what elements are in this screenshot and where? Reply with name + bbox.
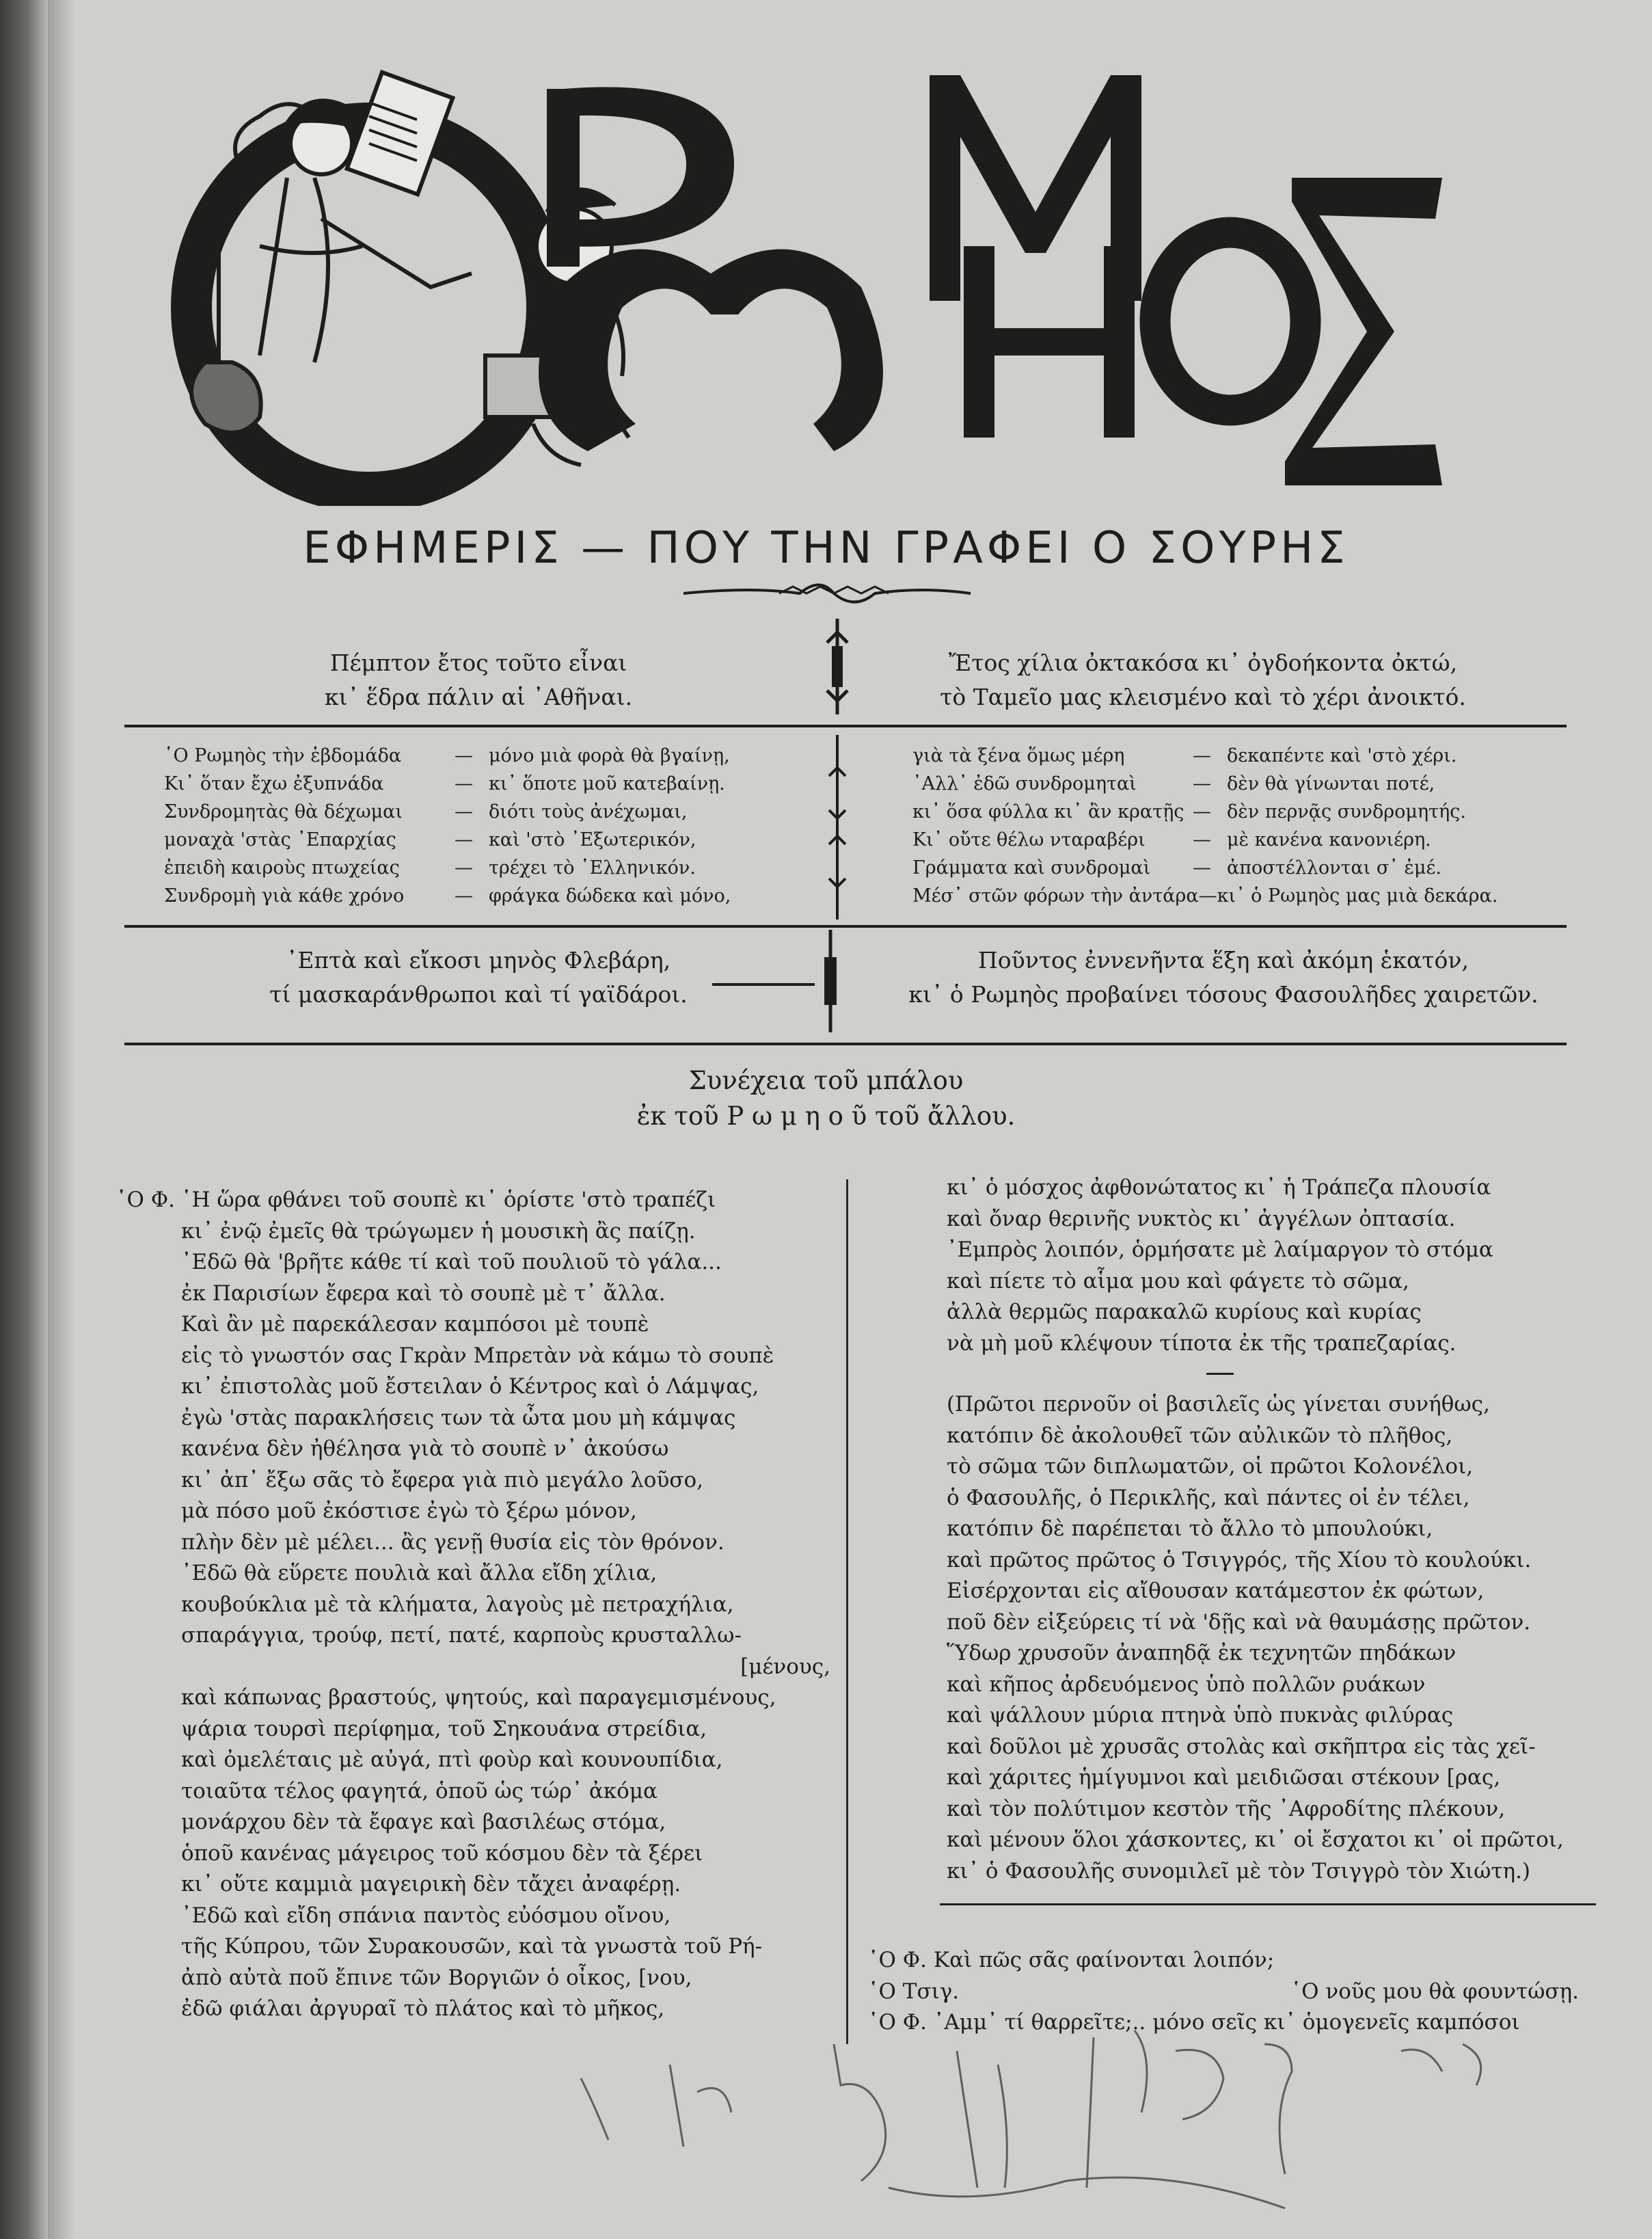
right-column: [947, 1172, 1589, 1918]
sub-cell: Συνδρομητὰς θὰ δέχωμαι: [164, 801, 403, 822]
verse-line: καὶ ὄναρ θερινῆς νυκτὸς κι᾿ ἀγγέλων ὀπτασία.: [947, 1206, 1456, 1231]
verse-line: Καὶ ἂν μὲ παρεκάλεσαν καμπόσοι μὲ τουπὲ: [181, 1312, 649, 1337]
verse-line: κι᾿ ἐνῷ ἐμεῖς θὰ τρώγωμεν ἡ μουσικὴ ἂς παίζῃ.: [181, 1218, 696, 1244]
dialogue-line: ῾Ο Τσιγ. ῾Ο νοῦς μου θὰ φουντώσῃ.: [868, 1979, 1579, 2004]
sub-cell: μόνο μιὰ φορὰ θὰ βγαίνῃ,: [489, 745, 730, 766]
date-line: ᾿Επτὰ καὶ εἴκοσι μηνὸς Φλεβάρη,: [286, 947, 671, 974]
info-year-right: [895, 646, 1511, 714]
info-line: τὸ Ταμεῖο μας κλεισμένο καὶ τὸ χέρι ἀνοικτό.: [940, 684, 1466, 710]
verse-line: τὸ σῶμα τῶν διπλωματῶν, οἱ πρῶτοι Κολονέλοι,: [947, 1454, 1474, 1479]
ornament-date: [711, 930, 848, 1032]
speaker-label: ῾Ο Φ.: [868, 2010, 927, 2035]
ornament-swash: [677, 580, 977, 607]
section-break: [947, 1887, 1589, 1918]
sub-cell: ᾿Αλλ᾿ ἐδῶ συνδρομηταὶ: [912, 773, 1137, 794]
speaker-label: ῾Ο Φ.: [868, 1948, 927, 1972]
verse-line: νὰ μὴ μοῦ κλέψουν τίποτα ἐκ τῆς τραπεζαρίας.: [947, 1330, 1457, 1356]
sub-cell: κι᾿ ὅποτε μοῦ κατεβαίνῃ.: [489, 773, 725, 794]
verse-line: Ὕδωρ χρυσοῦν ἀναπηδᾷ ἐκ τεχνητῶν πηδάκων: [947, 1641, 1457, 1665]
verse-line: μὰ πόσο μοῦ ἐκόστισε ἐγὼ τὸ ξέρω μόνον,: [181, 1499, 637, 1523]
info-line: Πέμπτον ἔτος τοῦτο εἶναι: [329, 649, 627, 676]
verse-line: ἀπὸ αὐτὰ ποῦ ἔπινε τῶν Βοργιῶν ὁ οἶκος, [νου,: [181, 1965, 692, 1990]
ornament-vertical-2: [824, 735, 851, 920]
sub-cell: δὲν περνᾷς συνδρομητής.: [1227, 801, 1466, 822]
dialogue-line: ῾Ο Φ. Καὶ πῶς σᾶς φαίνονται λοιπόν;: [868, 1948, 1275, 1972]
verse-line: καὶ ὀμελέταις μὲ αὐγά, πτὶ φοὺρ καὶ κουνουπίδια,: [181, 1747, 723, 1772]
verse-line: καὶ χάριτες ἡμίγυμνοι καὶ μειδιῶσαι στέκουν [ρας,: [947, 1765, 1501, 1790]
sub-cell: ἀποστέλλονται σ᾿ ἐμέ.: [1227, 857, 1441, 879]
verse-line: εἰς τὸ γνωστόν σας Γκρὰν Μπρετὰν νὰ κάμω τὸ σουπὲ: [181, 1343, 774, 1368]
sub-cell: Μέσ᾿ στῶν φόρων τὴν ἀντάρα—κι᾿ ὁ Ρωμηὸς μας μιὰ δεκάρα.: [912, 885, 1498, 907]
verse-line: ἐγὼ 'στὰς παρακλήσεις των τὰ ὦτα μου μὴ κάμψας: [181, 1405, 736, 1430]
verse-line: ὁποῦ κανένας μάγειρος τοῦ κόσμου δὲν τὰ ξέρει: [181, 1840, 703, 1866]
verse-line: κι᾿ ὁ μόσχος ἀφθονώτατος κι᾿ ἡ Τράπεζα πλουσία: [947, 1175, 1491, 1200]
verse-line: ῾Ο Φ. ῾Η ὥρα φθάνει τοῦ σουπὲ κι᾿ ὁρίστε 'στὸ τραπέζι: [181, 1185, 830, 1216]
verse-line: ᾿Εδῶ καὶ εἴδη σπάνια παντὸς εὐόσμου οἴνου,: [181, 1903, 671, 1928]
verse-line: Εἰσέρχονται εἰς αἴθουσαν κατάμεστον ἐκ φώτων,: [947, 1579, 1485, 1603]
sub-cell: δεκαπέντε καὶ 'στὸ χέρι.: [1227, 745, 1457, 766]
verse-line: τῆς Κύπρου, τῶν Συρακουσῶν, καὶ τὰ γνωστὰ τοῦ Ρή-: [181, 1934, 763, 1959]
info-line: κι᾿ ἕδρα πάλιν αἱ ᾿Αθῆναι.: [324, 684, 633, 710]
verse-line: κουβούκλια μὲ τὰ κλήματα, λαγοὺς μὲ πετραχήλια,: [181, 1592, 734, 1617]
sub-cell: μοναχὰ 'στὰς ᾿Επαρχίας: [164, 829, 396, 850]
dialogue-line: ῾Ο Φ. ᾿Αμμ᾿ τί θαρρεῖτε;.. μόνο σεῖς κι᾿ ὁμογενεῖς καμπόσοι: [868, 2010, 1520, 2035]
date-right: [882, 943, 1565, 1012]
column-divider: [846, 1179, 848, 2044]
article-title-line: Συνέχεια τοῦ μπάλου: [688, 1066, 964, 1095]
info-line: Ἔτος χίλια ὀκτακόσα κι᾿ ὀγδοήκοντα ὀκτώ,: [948, 649, 1458, 676]
sub-cell: Κι᾿ ὅταν ἔχω ἐξυπνάδα: [164, 773, 384, 794]
verse-line: καὶ πίετε τὸ αἷμα μου καὶ φάγετε τὸ σῶμα,: [947, 1268, 1409, 1293]
sub-cell: Συνδρομὴ γιὰ κάθε χρόνο: [164, 885, 405, 907]
verse-line: (Πρῶτοι περνοῦν οἱ βασιλεῖς ὡς γίνεται συνήθως,: [947, 1392, 1490, 1417]
verse-line: καὶ ψάλλουν μύρια πτηνὰ ὑπὸ πυκνὰς φιλύρας: [947, 1703, 1454, 1728]
verse-line: κανένα δὲν ἠθέλησα γιὰ τὸ σουπὲ ν᾿ ἀκούσω: [181, 1436, 669, 1461]
sub-cell: φράγκα δώδεκα καὶ μόνο,: [489, 885, 731, 907]
verse-line: καὶ μένουν ὅλοι χάσκοντες, κι᾿ οἱ ἔσχατοι κι᾿ οἱ πρῶτοι,: [947, 1827, 1564, 1852]
letter-omicron: [1155, 232, 1305, 410]
verse-line: κι᾿ ἀπ᾿ ἔξω σᾶς τὸ ἔφερα γιὰ πιὸ μεγάλο λοῦσο,: [181, 1467, 703, 1492]
verse-line: κατόπιν δὲ ἀκολουθεῖ τῶν αὐλικῶν τὸ πλῆθος,: [947, 1423, 1453, 1448]
masthead: [164, 41, 1531, 506]
verse-line: ᾿Εμπρὸς λοιπόν, ὁρμήσατε μὲ λαίμαργον τὸ στόμα: [947, 1237, 1493, 1262]
letter-rho: [547, 87, 734, 267]
sub-cell: καὶ 'στὸ ᾿Εξωτερικόν,: [489, 829, 696, 850]
date-line: τί μασκαράνθρωποι καὶ τί γαϊδάροι.: [269, 981, 688, 1008]
date-line: κι᾿ ὁ Ρωμηὸς προβαίνει τόσους Φασουλῆδες χαιρετῶν.: [908, 981, 1539, 1008]
article-title: [0, 1063, 1652, 1134]
subscription-left: ῾Ο Ρωμηὸς τὴν ἑβδομάδα — μόνο μιὰ φορὰ θὰ βγαίνῃ, Κι᾿ ὅταν ἔχω ἐξυπνάδα — κι᾿ ὅποτε μοῦ κατεβαίνῃ. Συνδρομητὰς θὰ δέχωμαι — διότι τοὺς ἀνέχωμαι, μοναχὰ 'στὰς ᾿Επαρχίας — καὶ 'στὸ ᾿Εξωτερικόν, ἐπειδὴ καιροὺς πτωχείας — τρέχει τὸ ῾Ελληνικόν. Συνδρομὴ γιὰ κάθε χρόνο — φράγκα δώδεκα καὶ μόνο,: [164, 742, 779, 913]
date-line: Ποῦντος ἐννενῆντα ἕξη καὶ ἀκόμη ἑκατόν,: [978, 947, 1469, 974]
verse-line: κι᾿ ὁ Φασουλῆς συνομιλεῖ μὲ τὸν Τσιγγρὸ τὸν Χιώτη.): [947, 1858, 1531, 1883]
letter-omega: [539, 249, 883, 451]
handwritten-scrawl: [410, 2024, 1572, 2229]
verse-line: ὁ Φασουλῆς, ὁ Περικλῆς, καὶ πάντες οἱ ἐν τέλει,: [947, 1485, 1470, 1510]
verse-line: καὶ κάπωνας βραστούς, ψητούς, καὶ παραγεμισμένους,: [181, 1685, 776, 1710]
verse-line: καὶ τὸν πολύτιμον κεστὸν τῆς ᾿Αφροδίτης πλέκουν,: [947, 1796, 1506, 1821]
verse-line: σπαράγγια, τρούφ, πετί, πατέ, καρποὺς κρυσταλλω-: [181, 1623, 742, 1648]
sub-cell: Κι᾿ οὔτε θέλω νταραβέρι: [912, 829, 1146, 850]
letter-eta: [964, 246, 1135, 438]
verse-line: [μένους,: [740, 1654, 830, 1679]
verse-line: καὶ κῆπος ἀρδευόμενος ὑπὸ πολλῶν ρυάκων: [947, 1672, 1426, 1697]
verse-line: κι᾿ ἐπιστολὰς μοῦ ἔστειλαν ὁ Κέντρος καὶ ὁ Λάμψας,: [181, 1374, 759, 1399]
subscription-right: γιὰ τὰ ξένα ὅμως μέρη — δεκαπέντε καὶ 'στὸ χέρι. ᾿Αλλ᾿ ἐδῶ συνδρομηταὶ — δὲν θὰ γίνωνται ποτέ, κι᾿ ὅσα φύλλα κι᾿ ἂν κρατῇς — δὲν περνᾷς συνδρομητής. Κι᾿ οὔτε θέλω νταραβέρι — μὲ κανένα κανονιέρη. Γράμματα καὶ συνδρομαὶ — ἀποστέλλονται σ᾿ ἐμέ. Μέσ᾿ στῶν φόρων τὴν ἀντάρα—κι᾿ ὁ Ρωμηὸς μας μιὰ δεκάρα.: [912, 742, 1569, 913]
sub-cell: κι᾿ ὅσα φύλλα κι᾿ ἂν κρατῇς: [912, 801, 1184, 822]
verse-line: πλὴν δὲν μὲ μέλει... ἂς γενῇ θυσία εἰς τὸν θρόνον.: [181, 1529, 725, 1555]
verse-line: μονάρχου δὲν τὰ ἔφαγε καὶ βασιλέως στόμα,: [181, 1810, 666, 1834]
speaker-label: ῾Ο Τσιγ.: [868, 1979, 960, 2004]
sub-cell: ἐπειδὴ καιροὺς πτωχείας: [164, 857, 400, 879]
sub-cell: τρέχει τὸ ῾Ελληνικόν.: [489, 857, 696, 879]
sub-cell: δὲν θὰ γίνωνται ποτέ,: [1227, 773, 1435, 794]
info-year-left: [260, 646, 697, 714]
verse-line: ἐδῶ φιάλαι ἀργυραῖ τὸ πλάτος καὶ τὸ μῆκος,: [181, 1996, 665, 2021]
verse-line: κι᾿ οὔτε καμμιὰ μαγειρικὴ δὲν τἄχει ἀναφέρῃ.: [181, 1872, 681, 1896]
ornament-vertical: [820, 619, 854, 714]
left-column: [116, 1185, 830, 2025]
date-left: [178, 943, 779, 1012]
article-title-line: ἐκ τοῦ Ρ ω μ η ο ῦ τοῦ ἄλλου.: [636, 1101, 1016, 1131]
masthead-logo: [164, 41, 1531, 506]
sub-row: ῾Ο Ρωμηὸς τὴν ἑβδομάδα: [164, 745, 402, 766]
rule-middle: [124, 925, 1567, 928]
speaker-label: ῾Ο Φ.: [116, 1188, 176, 1212]
section-break: [947, 1359, 1589, 1389]
sub-cell: μὲ κανένα κανονιέρη.: [1227, 829, 1431, 850]
verse-line: ᾿Εδῶ θὰ εὕρετε πουλιὰ καὶ ἄλλα εἴδη χίλια,: [181, 1561, 658, 1585]
verse-line: ᾿Εδῶ θὰ 'βρῆτε κάθε τί καὶ τοῦ πουλιοῦ τὸ γάλα...: [181, 1250, 722, 1274]
verse-line: καὶ πρῶτος πρῶτος ὁ Τσιγγρός, τῆς Χίου τὸ κουλούκι.: [947, 1547, 1532, 1572]
verse-line: ποῦ δὲν εἰξεύρεις τί νὰ 'δῇς καὶ νὰ θαυμάσῃς πρῶτον.: [947, 1609, 1531, 1635]
sub-cell: Γράμματα καὶ συνδρομαὶ: [912, 857, 1151, 879]
verse-line: κατόπιν δὲ παρέπεται τὸ ἄλλο τὸ μπουλούκι,: [947, 1516, 1433, 1541]
verse-line: ἐκ Παρισίων ἔφερα καὶ τὸ σουπὲ μὲ τ᾿ ἄλλα.: [181, 1281, 666, 1306]
sub-cell: γιὰ τὰ ξένα ὅμως μέρη: [912, 745, 1125, 766]
verse-line: καὶ δοῦλοι μὲ χρυσᾶς στολὰς καὶ σκῆπτρα εἰς τὰς χεῖ-: [947, 1734, 1536, 1759]
rule-bottom: [124, 1043, 1567, 1045]
rule-top: [124, 725, 1567, 727]
verse-line: ψάρια τουρσὶ περίφημα, τοῦ Σηκουάνα στρείδια,: [181, 1716, 707, 1741]
verse-line: ἀλλὰ θερμῶς παρακαλῶ κυρίους καὶ κυρίας: [947, 1300, 1422, 1324]
sub-cell: διότι τοὺς ἀνέχωμαι,: [489, 801, 688, 822]
illustration-seated-man: [191, 72, 472, 433]
masthead-subtitle: ΕΦΗΜΕΡΙΣ — ΠΟΥ ΤΗΝ ΓΡΑΦΕΙ Ο ΣΟΥΡΗΣ: [303, 523, 1349, 574]
verse-line: τοιαῦτα τέλος φαγητά, ὁποῦ ὡς τώρ᾿ ἀκόμα: [181, 1778, 658, 1804]
